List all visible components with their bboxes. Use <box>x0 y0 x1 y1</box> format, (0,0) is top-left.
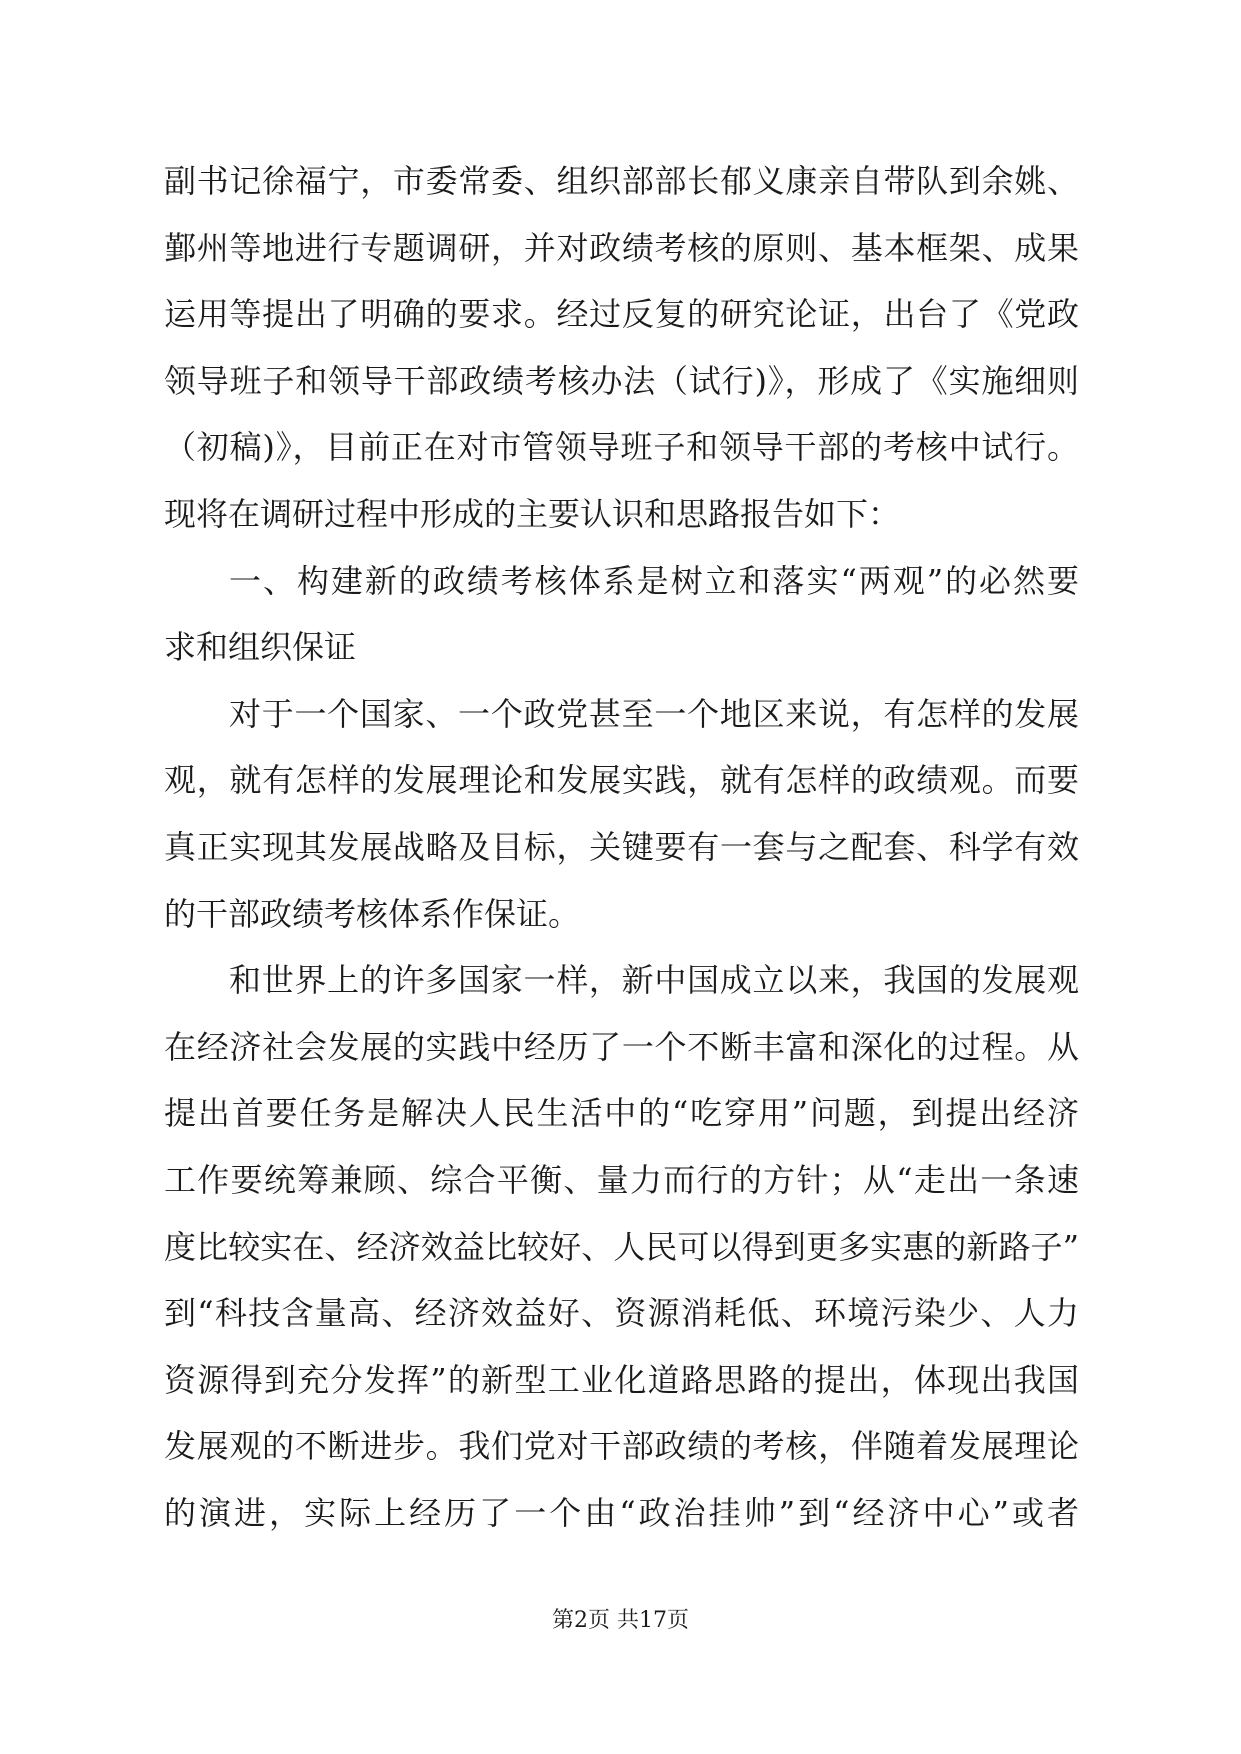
body-line: 工作要统筹兼顾、综合平衡、量力而行的方针；从“走出一条速 <box>164 1161 1079 1199</box>
body-line: 现将在调研过程中形成的主要认识和思路报告如下： <box>164 495 901 533</box>
body-line: 的干部政绩考核体系作保证。 <box>164 895 581 933</box>
body-line: 和世界上的许多国家一样，新中国成立以来，我国的发展观 <box>229 961 1079 999</box>
body-line: 运用等提出了明确的要求。经过反复的研究论证，出台了《党政 <box>164 295 1079 333</box>
section-heading-line: 一、构建新的政绩考核体系是树立和落实“两观”的必然要 <box>229 562 1079 600</box>
body-line: 领导班子和领导干部政绩考核办法（试行)》，形成了《实施细则 <box>164 362 1079 400</box>
section-heading-line: 求和组织保证 <box>164 628 357 666</box>
body-line: 真正实现其发展战略及目标，关键要有一套与之配套、科学有效 <box>164 828 1079 866</box>
body-line: 鄞州等地进行专题调研，并对政绩考核的原则、基本框架、成果 <box>164 229 1079 267</box>
body-line: 对于一个国家、一个政党甚至一个地区来说，有怎样的发展 <box>229 695 1079 733</box>
body-line: 发展观的不断进步。我们党对干部政绩的考核，伴随着发展理论 <box>164 1427 1079 1465</box>
body-line: 资源得到充分发挥”的新型工业化道路思路的提出，体现出我国 <box>164 1361 1079 1399</box>
body-line: 的演进，实际上经历了一个由“政治挂帅”到“经济中心”或者 <box>164 1494 1079 1532</box>
body-line: 在经济社会发展的实践中经历了一个不断丰富和深化的过程。从 <box>164 1028 1079 1066</box>
page-number-footer: 第2页 共17页 <box>552 1608 689 1633</box>
body-line: 副书记徐福宁，市委常委、组织部部长郁义康亲自带队到余姚、 <box>164 162 1079 200</box>
body-line: （初稿)》，目前正在对市管领导班子和领导干部的考核中试行。 <box>164 428 1079 466</box>
body-line: 到“科技含量高、经济效益好、资源消耗低、环境污染少、人力 <box>164 1294 1079 1332</box>
body-line: 观，就有怎样的发展理论和发展实践，就有怎样的政绩观。而要 <box>164 761 1079 799</box>
body-line: 度比较实在、经济效益比较好、人民可以得到更多实惠的新路子” <box>164 1228 1079 1266</box>
body-line: 提出首要任务是解决人民生活中的“吃穿用”问题，到提出经济 <box>164 1094 1079 1132</box>
